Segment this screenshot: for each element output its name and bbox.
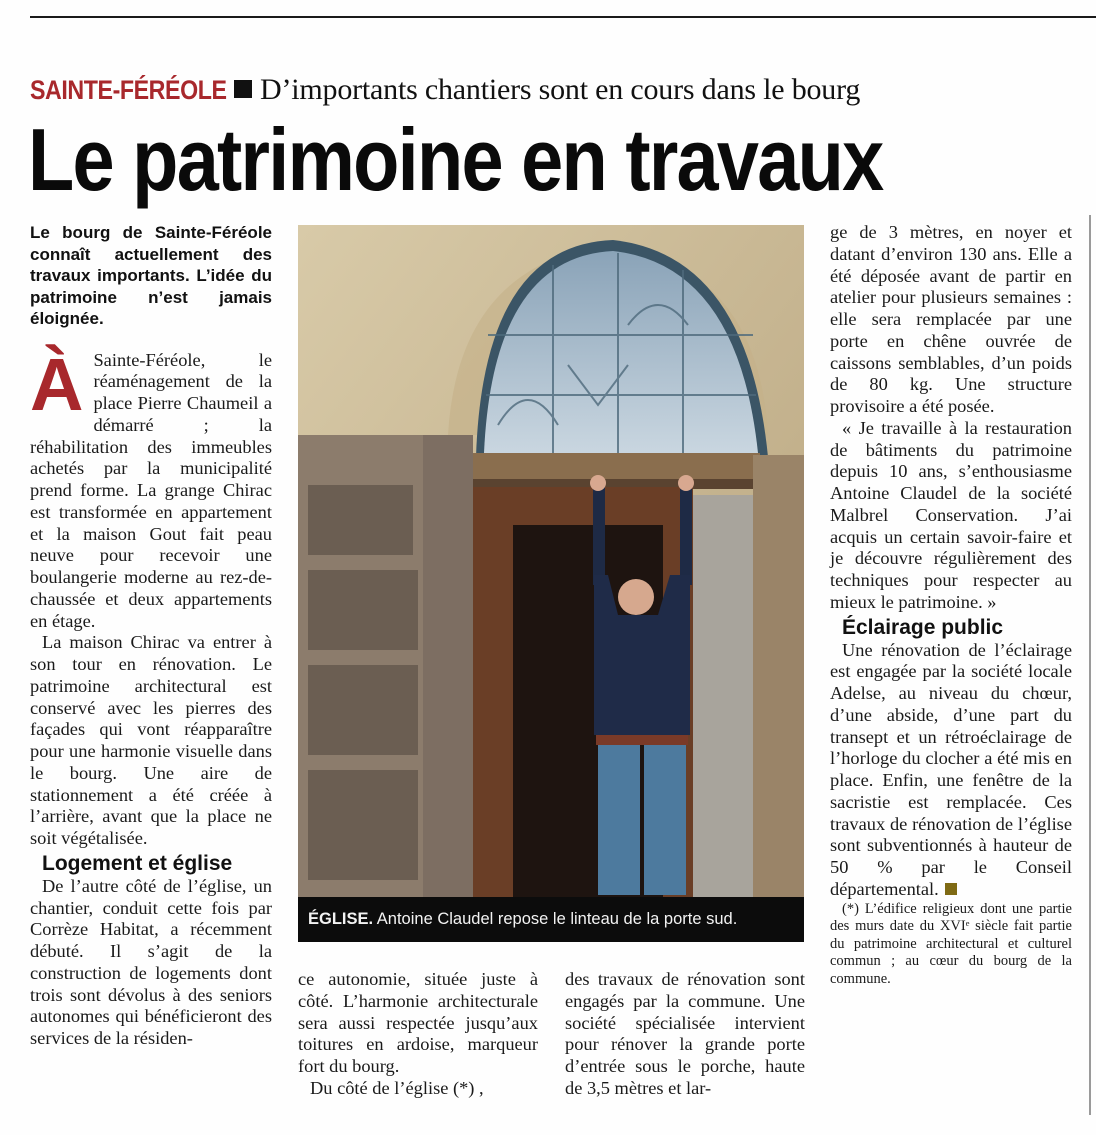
footnote: (*) L’édifice religieux dont une partie des murs date du XVIᵉ siècle fait partie du patrimoine architectural et culturel commun ; au cœur du bourg de la commune.	[830, 900, 1072, 987]
column-1	[30, 222, 272, 1050]
paragraph-6	[830, 640, 1072, 901]
kicker-place: SAINTE-FÉRÉOLE	[30, 75, 227, 105]
paragraph-4b: des travaux de rénovation sont engagés par la commune. Une société spécialisée intervient pour rénover la grande porte d’entrée sous le porche, haute de 3,5 mètres et lar-	[565, 969, 805, 1098]
paragraph-4a: Du côté de l’église (*) ,	[310, 1077, 484, 1098]
headline: Le patrimoine en travaux	[28, 110, 883, 209]
dropcap: À	[30, 342, 84, 426]
caption-text: Antoine Claudel repose le linteau de la porte sud.	[373, 910, 738, 928]
column-2	[298, 969, 538, 1100]
photo-illustration	[298, 225, 804, 897]
paragraph-2: La maison Chirac va entrer à son tour en rénovation. Le patrimoine architectural est conservé avec les pierres des façades qui vont réapparaître pour une harmonie visuelle dans le bourg. Une aire de stationnement a été créée à l’arrière, avant que la place ne soit végétalisée.	[30, 632, 272, 848]
kicker	[30, 70, 860, 115]
subhead-logement: Logement et église	[42, 851, 233, 875]
top-rule	[30, 16, 1096, 18]
caption-kicker: ÉGLISE.	[308, 910, 374, 928]
paragraph-3b: ce autonomie, située juste à côté. L’harmonie architecturale sera aussi respectée jusqu’aux toitures en ardoise, marqueur fort du bourg.	[298, 969, 538, 1076]
kicker-square-icon	[234, 80, 252, 98]
paragraph-5-quote: « Je travaille à la restauration de bâtiments du patrimoine depuis 10 ans, s’enthousiasme Antoine Claudel de la société Malbrel Conservation. J’ai acquis un certain savoir-faire et je découvre régulièrement des techniques pour respecter au mieux le patrimoine. »	[830, 417, 1072, 612]
paragraph-6-text: Une rénovation de l’éclairage est engagée par la société locale Adelse, au niveau du chœur, d’une abside, d’une part du transept et un rétroéclairage de l’horloge du clocher a été mis en place. Enfin, une fenêtre de la sacristie est remplacée. Ces travaux de rénovation de l’église sont subventionnés à hauteur de 50 % par le Conseil départemental.	[830, 639, 1072, 899]
column-divider	[1089, 215, 1091, 1115]
column-3	[565, 969, 805, 1100]
kicker-subtitle: D’importants chantiers sont en cours dans le bourg	[260, 73, 861, 106]
paragraph-1-text: Sainte-Féréole, le réaménagement de la place Pierre Chaumeil a démarré ; la réhabilitation des immeubles achetés par la municipalité prend forme. La grange Chirac est transformée en appartement et la maison Gout fait peau neuve pour recevoir une boulangerie moderne au rez-de-chaussée et deux appartements en étage.	[30, 349, 272, 631]
column-4	[830, 222, 1072, 988]
lede: Le bourg de Sainte-Féréole connaît actuellement des travaux importants. L’idée du patrimoine n’est jamais éloignée.	[30, 223, 272, 328]
paragraph-4c: ge de 3 mètres, en noyer et datant d’environ 130 ans. Elle a été déposée avant de partir en atelier pour plusieurs semaines : elle sera remplacée par une porte en chêne ouvrée de caissons semblables, d’un poids de 80 kg. Une structure provisoire a été posée.	[830, 222, 1072, 416]
paragraph-3a: De l’autre côté de l’église, un chantier, conduit cette fois par Corrèze Habitat, a récemment débuté. Il s’agit de la construction de logements dont trois sont dévolus à des seniors autonomes qui bénéficieront des services de la résiden-	[30, 875, 272, 1048]
paragraph-1	[30, 342, 272, 633]
photo-caption	[298, 897, 804, 942]
photo-church-door	[298, 225, 804, 897]
end-mark-icon	[945, 883, 957, 895]
subhead-eclairage: Éclairage public	[842, 615, 1004, 639]
